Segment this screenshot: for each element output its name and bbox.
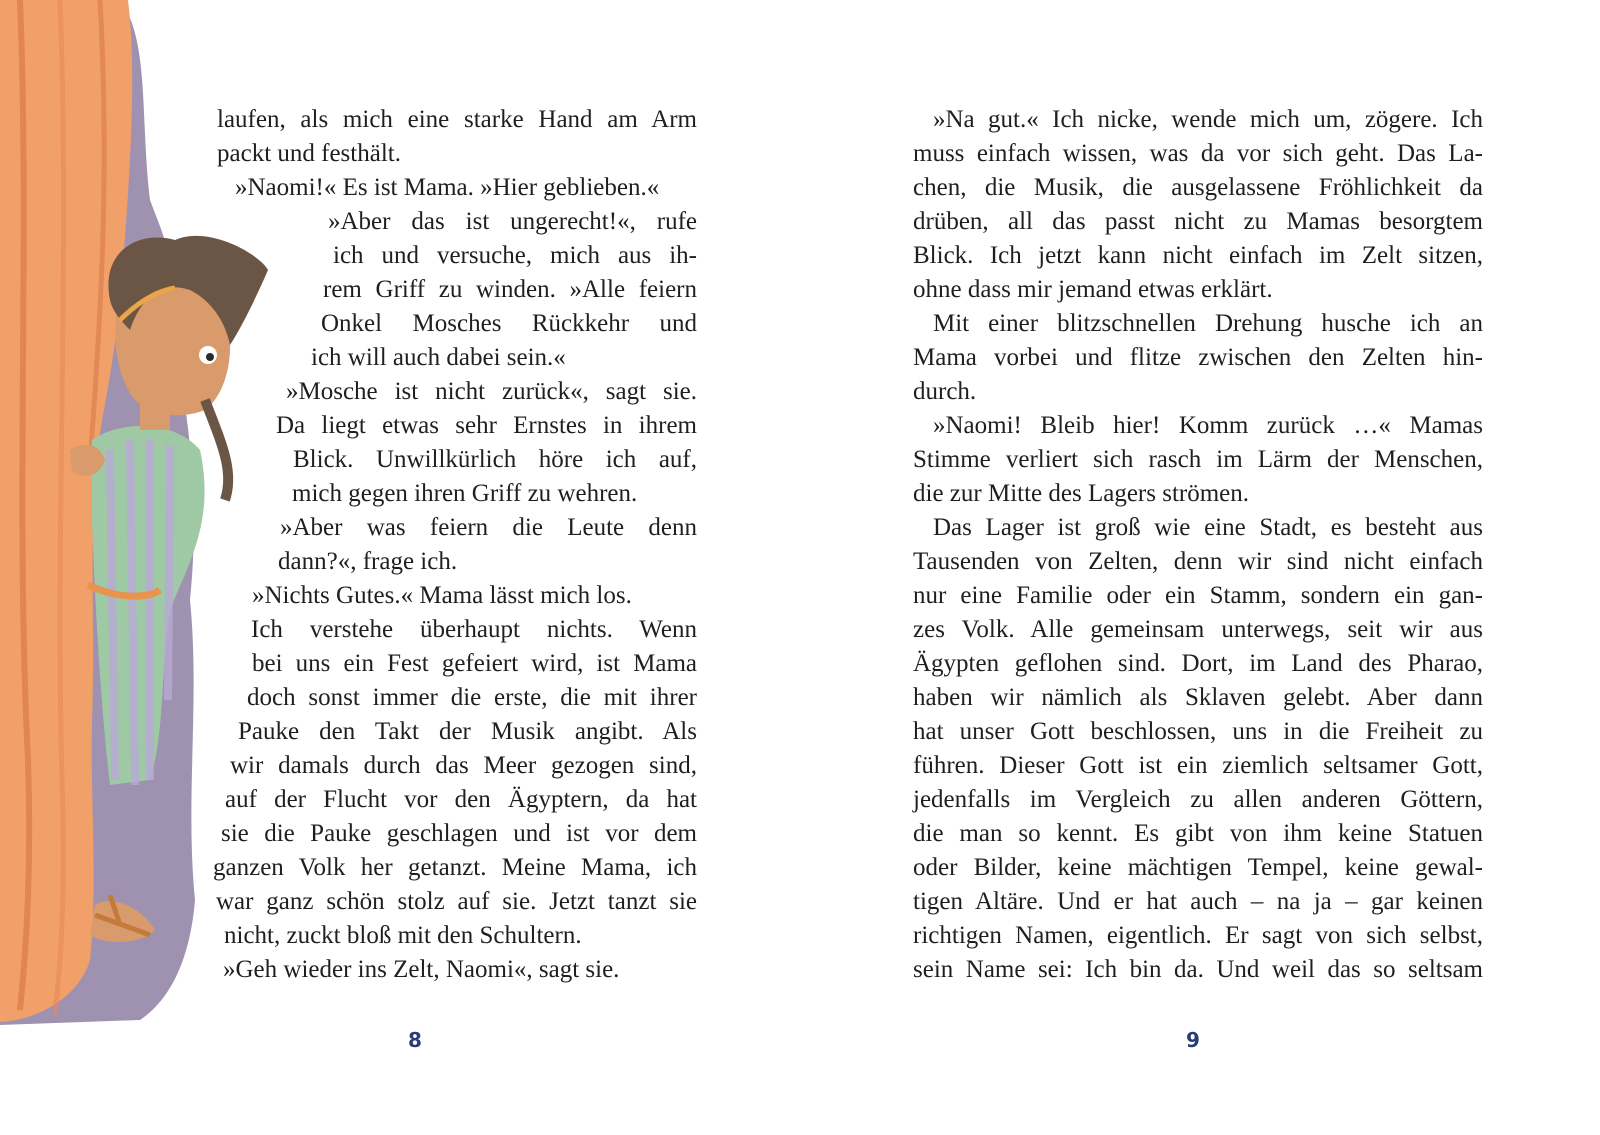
page-number-right: 9 bbox=[1186, 1028, 1200, 1052]
text-line: Blick. Unwillkürlich höre ich auf, bbox=[293, 446, 697, 473]
text-line: bei uns ein Fest gefeiert wird, ist Mama bbox=[252, 650, 697, 677]
text-line: Das Lager ist groß wie eine Stadt, es besteht aus bbox=[933, 514, 1483, 541]
text-line: Mit einer blitzschnellen Drehung husche ich an bbox=[933, 310, 1483, 337]
text-line: die man so kennt. Es gibt von ihm keine Statuen bbox=[913, 820, 1483, 847]
text-line: »Naomi! Bleib hier! Komm zurück …« Mamas bbox=[933, 412, 1483, 439]
text-line: rem Griff zu winden. »Alle feiern bbox=[323, 276, 697, 303]
text-line: jedenfalls im Vergleich zu allen anderen Göttern, bbox=[913, 786, 1483, 813]
text-line: »Geh wieder ins Zelt, Naomi«, sagt sie. bbox=[223, 956, 620, 983]
text-line: drüben, all das passt nicht zu Mamas besorgtem bbox=[913, 208, 1483, 235]
text-line: tigen Altäre. Und er hat auch – na ja – gar keinen bbox=[913, 888, 1483, 915]
text-line: »Mosche ist nicht zurück«, sagt sie. bbox=[286, 378, 697, 405]
text-line: zes Volk. Alle gemeinsam unterwegs, seit wir aus bbox=[913, 616, 1483, 643]
text-line: Pauke den Takt der Musik angibt. Als bbox=[238, 718, 697, 745]
text-line: doch sonst immer die erste, die mit ihrer bbox=[247, 684, 697, 711]
text-line: war ganz schön stolz auf sie. Jetzt tanzt sie bbox=[216, 888, 697, 915]
text-line: laufen, als mich eine starke Hand am Arm bbox=[217, 106, 697, 133]
text-line: führen. Dieser Gott ist ein ziemlich seltsamer Gott, bbox=[913, 752, 1483, 779]
text-line: durch. bbox=[913, 378, 977, 405]
text-line: haben wir nämlich als Sklaven gelebt. Aber dann bbox=[913, 684, 1483, 711]
text-line: Blick. Ich jetzt kann nicht einfach im Zelt sitzen, bbox=[913, 242, 1483, 269]
text-line: ganzen Volk her getanzt. Meine Mama, ich bbox=[213, 854, 697, 881]
text-line: richtigen Namen, eigentlich. Er sagt von sich selbst, bbox=[913, 922, 1483, 949]
text-line: wir damals durch das Meer gezogen sind, bbox=[230, 752, 697, 779]
text-line: »Naomi!« Es ist Mama. »Hier geblieben.« bbox=[235, 174, 660, 201]
left-page-text bbox=[205, 103, 695, 987]
text-line: dann?«, frage ich. bbox=[278, 548, 458, 575]
page-number-left: 8 bbox=[408, 1028, 422, 1052]
text-line: auf der Flucht vor den Ägyptern, da hat bbox=[225, 786, 697, 813]
text-line: mich gegen ihren Griff zu wehren. bbox=[292, 480, 638, 507]
text-line: Ägypten geflohen sind. Dort, im Land des Pharao, bbox=[913, 650, 1483, 677]
text-line: oder Bilder, keine mächtigen Tempel, keine gewal- bbox=[913, 854, 1483, 881]
text-line: Stimme verliert sich rasch im Lärm der Menschen, bbox=[913, 446, 1483, 473]
text-line: »Aber das ist ungerecht!«, rufe bbox=[328, 208, 697, 235]
text-line: nicht, zuckt bloß mit den Schultern. bbox=[224, 922, 582, 949]
text-line: »Aber was feiern die Leute denn bbox=[280, 514, 697, 541]
text-line: Mama vorbei und flitze zwischen den Zelten hin- bbox=[913, 344, 1483, 371]
text-line: ich und versuche, mich aus ih- bbox=[333, 242, 697, 269]
text-line: muss einfach wissen, was da vor sich geht. Das La- bbox=[913, 140, 1483, 167]
text-line: packt und festhält. bbox=[217, 140, 401, 167]
text-line: die zur Mitte des Lagers strömen. bbox=[913, 480, 1250, 507]
text-line: nur eine Familie oder ein Stamm, sondern ein gan- bbox=[913, 582, 1483, 609]
text-line: chen, die Musik, die ausgelassene Fröhlichkeit da bbox=[913, 174, 1483, 201]
text-line: sein Name sei: Ich bin da. Und weil das so seltsam bbox=[913, 956, 1483, 983]
text-line: sie die Pauke geschlagen und ist vor dem bbox=[221, 820, 697, 847]
text-line: ich will auch dabei sein.« bbox=[311, 344, 566, 371]
text-line: »Na gut.« Ich nicke, wende mich um, zögere. Ich bbox=[933, 106, 1483, 133]
text-line: hat unser Gott beschlossen, uns in die Freiheit zu bbox=[913, 718, 1483, 745]
text-line: Ich verstehe überhaupt nichts. Wenn bbox=[251, 616, 697, 643]
text-line: Da liegt etwas sehr Ernstes in ihrem bbox=[276, 412, 697, 439]
text-line: ohne dass mir jemand etwas erklärt. bbox=[913, 276, 1273, 303]
text-line: »Nichts Gutes.« Mama lässt mich los. bbox=[252, 582, 632, 609]
right-page-text bbox=[913, 103, 1483, 987]
text-line: Tausenden von Zelten, denn wir sind nicht einfach bbox=[913, 548, 1483, 575]
text-line: Onkel Mosches Rückkehr und bbox=[321, 310, 697, 337]
